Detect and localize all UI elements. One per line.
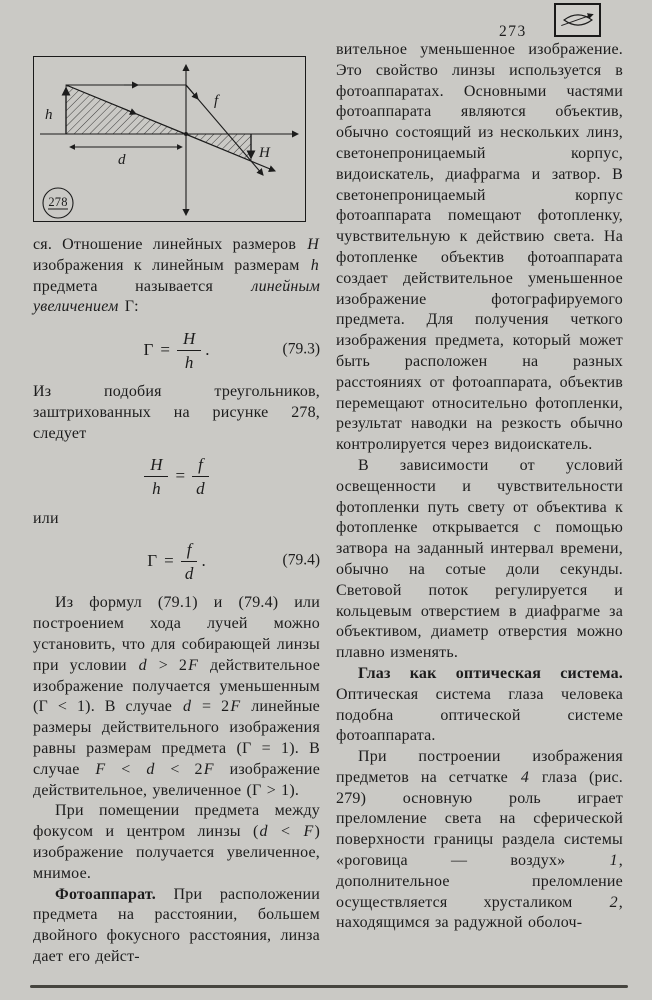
right-column	[336, 40, 623, 968]
two-column-text	[33, 40, 623, 968]
equation-ratio: $\frac{H}{h}$ = $\frac{f}{d}$	[33, 454, 320, 500]
paragraph-virtual-image: При помещении предмета между фокусом и центром линзы (d < F) изображение получается увеличенное, мнимое.	[33, 802, 320, 882]
word-or: или	[33, 509, 59, 527]
label-H: H	[259, 145, 271, 161]
fraction-H-h: $\frac{H}{h}$	[144, 455, 168, 498]
page-bottom-edge	[30, 985, 628, 988]
paragraph-camera-parts: вительное уменьшенное изображение. Это свойство линзы используется в фотоаппаратах. Основными частями фотоаппарата являются объектив, обычно состоящий из нескольких линз, светонепроницаемый корпус, видоискатель, диафрагма и затвор. В светонепроницаемый корпус фотоаппарата помещают фотопленку, чувствительную к действию света. На фотопленке объектив фотоаппарата создает действительное уменьшенное изображение фотографируемого предмета. Для получения четкого изображения предмета, который может быть расположен на разных расстояниях от фотоаппарата, объектив перемещают относительно фотопленки, результат наводки на резкость обычно контролируется через видоискатель.	[336, 41, 623, 454]
figure-278	[33, 56, 306, 222]
paragraph-camera-intro: Фотоаппарат. При расположении предмета на расстоянии, большем двойного фокусного расстояния, линза дает его дейст-	[33, 885, 320, 965]
equation-79-4: Г = $\frac{f}{d}$ . (79.4)	[147, 539, 320, 583]
left-column	[33, 40, 320, 968]
gamma-symbol: Г	[147, 550, 158, 570]
fraction-H-h: $\frac{H}{h}$	[177, 329, 201, 372]
paragraph-eye-intro: Глаз как оптическая система. Оптическая система глаза человека подобна оптической системе фотоаппарата.	[336, 664, 623, 745]
fraction-f-d: $\frac{f}{d}$	[181, 540, 198, 583]
equation-number: (79.4)	[282, 551, 320, 569]
paragraph-magnification: ся. Отношение линейных размеров H изображения к линейным размерам h предмета называется линейным увеличением Г:	[33, 236, 320, 316]
lens-icon	[559, 7, 597, 33]
page-number: 273	[499, 23, 527, 40]
chapter-logo	[554, 3, 601, 37]
label-d: d	[118, 152, 126, 168]
equation-number: (79.3)	[282, 340, 320, 358]
fraction-f-d: $\frac{f}{d}$	[192, 455, 209, 498]
label-h: h	[45, 107, 53, 123]
equation-79-3: Г = $\frac{H}{h}$ . (79.3)	[143, 328, 320, 372]
ray-diagram	[34, 57, 305, 221]
label-f: f	[214, 93, 219, 109]
lens-center-dot	[184, 132, 188, 136]
figure-number: 278	[48, 195, 68, 209]
paragraph-similar-triangles: Из подобия треугольников, заштрихованных на рисунке 278, следует	[33, 383, 320, 442]
paragraph-shutter: В зависимости от условий освещенности и чувствительности фотопленки путь свету от объектива к фотопленке открывается с помощью затвора на заданный интервал времени, обычно на сотые доли секунды. Световой поток регулируется и кольцевым отверстием в диафрагме за объективом, диаметр отверстия можно плавно изменять.	[336, 456, 623, 662]
paragraph-retina: При построении изображения предметов на сетчатке 4 глаза (рис. 279) основную роль играет преломление света на сферической поверхности границы раздела системы «роговица — воздух» 1, дополнительное преломление осуществляется хрусталиком 2, находящимся за радужной оболоч-	[336, 748, 623, 932]
paragraph-lens-cases: Из формул (79.1) и (79.4) или построением хода лучей можно установить, что для собирающей линзы при условии d > 2F действительное изображение получается уменьшенным (Г < 1). В случае d = 2F линейные размеры действительного изображения равны размерам предмета (Г = 1). В случае F < d < 2F изображение действительное, увеличенное (Г > 1).	[33, 594, 320, 799]
gamma-symbol: Г	[143, 339, 154, 359]
ray-direction-arrow	[186, 85, 198, 99]
